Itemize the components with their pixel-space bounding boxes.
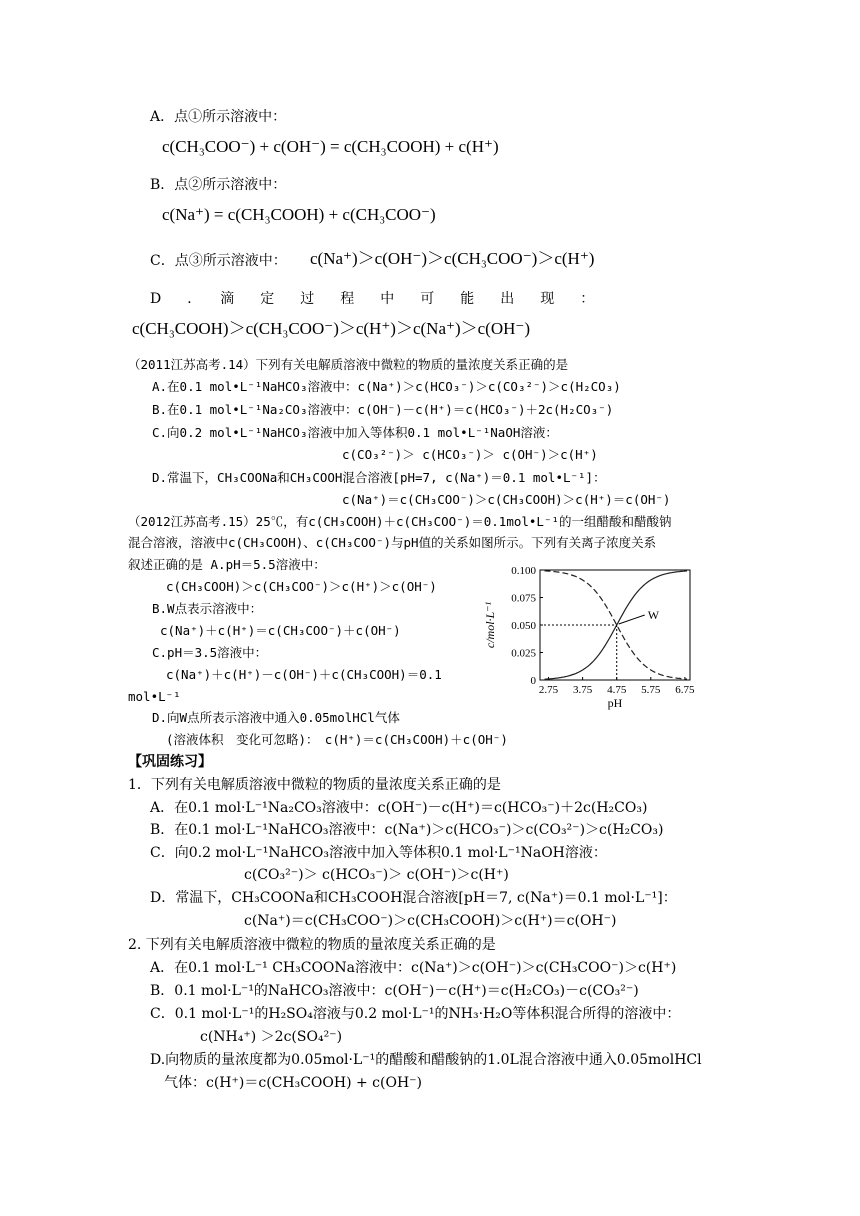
ex2-option-c-line1: C．0.1 mol·L⁻¹的H₂SO₄溶液与0.2 mol·L⁻¹的NH₃·H₂O等体积混合所得的溶液中：	[150, 1006, 681, 1022]
ex2-option-a: A．在0.1 mol·L⁻¹ CH₃COONa溶液中：c(Na⁺)＞c(OH⁻)＞c(CH₃COO⁻)＞c(H⁺)	[150, 960, 677, 976]
q2012-option-b-line2: c(Na⁺)＋c(H⁺)＝c(CH₃COO⁻)＋c(OH⁻)	[160, 623, 401, 638]
y-tick-label-3: 0.075	[511, 592, 536, 605]
ex1-option-a: A．在0.1 mol·L⁻¹Na₂CO₃溶液中：c(OH⁻)－c(H⁺)＝c(HCO₃⁻)＋2c(H₂CO₃)	[150, 800, 648, 816]
y-tick-label-1: 0.025	[511, 647, 536, 660]
option-c-formula: c(Na⁺)＞c(OH⁻)＞c(CH₃COO⁻)＞c(H⁺)	[310, 249, 595, 268]
q2012-option-a: c(CH₃COOH)＞c(CH₃COO⁻)＞c(H⁺)＞c(OH⁻)	[166, 579, 437, 594]
q2012-option-c-line1: C.pH＝3.5溶液中：	[152, 645, 268, 660]
x-tick-label-2: 4.75	[607, 684, 627, 696]
x-tick-label-4: 6.75	[675, 684, 695, 696]
q2011-option-a: A.在0.1 mol•L⁻¹NaHCO₃溶液中：c(Na⁺)＞c(HCO₃⁻)＞c(CO₃²⁻)＞c(H₂CO₃)	[152, 379, 621, 394]
w-label: W	[647, 608, 660, 622]
ex2-option-d-line2: 气体：c(H⁺)＝c(CH₃COOH) + c(OH⁻)	[164, 1075, 423, 1091]
option-b-formula: c(Na⁺) = c(CH₃COOH) + c(CH₃COO⁻)	[162, 205, 436, 224]
q2011-option-b: B.在0.1 mol•L⁻¹Na₂CO₃溶液中：c(OH⁻)－c(H⁺)＝c(HCO₃⁻)＋2c(H₂CO₃⁻)	[152, 402, 614, 417]
q2011-option-d-line1: D.常温下，CH₃COONa和CH₃COOH混合溶液[pH=7, c(Na⁺)＝0.1 mol•L⁻¹]：	[152, 470, 606, 485]
q2012-stem-line1: （2012江苏高考.15）25℃，有c(CH₃COOH)＋c(CH₃COO⁻)＝0.1mol•L⁻¹的一组醋酸和醋酸钠	[128, 514, 672, 529]
option-a-formula: c(CH₃COO⁻) + c(OH⁻) = c(CH₃COOH) + c(H⁺)	[162, 137, 499, 156]
ex1-option-d-line1: D．常温下，CH₃COONa和CH₃COOH混合溶液[pH＝7, c(Na⁺)＝0.1 mol·L⁻¹]：	[150, 890, 677, 906]
y-tick-label-4: 0.100	[511, 565, 536, 577]
option-b-label: B．点②所示溶液中：	[150, 177, 287, 193]
section-title: 【巩固练习】	[128, 754, 212, 770]
q2012-stem-line2: 混合溶液，溶液中c(CH₃COOH)、c(CH₃COO⁻)与pH值的关系如图所示。下列有关离子浓度关系	[128, 535, 657, 550]
ex1-option-d-line2: c(Na⁺)＝c(CH₃COO⁻)＞c(CH₃COOH)＞c(H⁺)＝c(OH⁻)	[244, 913, 617, 929]
x-tick-label-3: 5.75	[641, 684, 661, 696]
q2012-stem-line3: 叙述正确的是 A.pH＝5.5溶液中：	[128, 557, 326, 572]
ex1-option-c-line1: C．向0.2 mol·L⁻¹NaHCO₃溶液中加入等体积0.1 mol·L⁻¹NaOH溶液：	[150, 845, 607, 861]
option-d-label: D ． 滴 定 过 程 中 可 能 出 现 ：	[150, 291, 601, 307]
q2011-option-c-line1: C.向0.2 mol•L⁻¹NaHCO₃溶液中加入等体积0.1 mol•L⁻¹NaOH溶液：	[152, 425, 558, 440]
ex1-option-c-line2: c(CO₃²⁻)＞ c(HCO₃⁻)＞ c(OH⁻)＞c(H⁺)	[244, 867, 509, 883]
q2012-option-c-line3: mol•L⁻¹	[128, 689, 181, 704]
q2011-stem: （2011江苏高考.14）下列有关电解质溶液中微粒的物质的量浓度关系正确的是	[128, 357, 569, 372]
w-pointer	[619, 615, 645, 624]
ex2-option-c-line2: c(NH₄⁺) ＞2c(SO₄²⁻)	[200, 1029, 343, 1045]
q2012-option-d-line1: D.向W点所表示溶液中通入0.05molHCl气体	[152, 710, 400, 725]
x-tick-label-1: 3.75	[572, 684, 593, 696]
x-tick-label-0: 2.75	[538, 684, 559, 696]
q2012-option-b-line1: B.W点表示溶液中：	[152, 601, 263, 616]
ex2-stem: 2. 下列有关电解质溶液中微粒的物质的量浓度关系正确的是	[128, 937, 496, 953]
q2011-option-c-line2: c(CO₃²⁻)＞ c(HCO₃⁻)＞ c(OH⁻)＞c(H⁺)	[342, 447, 598, 462]
ex1-option-b: B．在0.1 mol·L⁻¹NaHCO₃溶液中：c(Na⁺)＞c(HCO₃⁻)＞c(CO₃²⁻)＞c(H₂CO₃)	[150, 822, 664, 838]
concentration-ph-chart	[478, 560, 708, 712]
y-tick-label-0: 0	[530, 675, 536, 687]
option-a-label: A．点①所示溶液中：	[150, 109, 287, 125]
option-c-label: C．点③所示溶液中：	[150, 253, 287, 269]
q2012-option-c-line2: c(Na⁺)＋c(H⁺)－c(OH⁻)＋c(CH₃COOH)＝0.1	[166, 667, 442, 682]
chart-frame	[540, 570, 690, 680]
option-d-formula: c(CH₃COOH)＞c(CH₃COO⁻)＞c(H⁺)＞c(Na⁺)＞c(OH⁻)	[132, 319, 531, 338]
y-axis-label: c/mol·L⁻¹	[483, 601, 497, 649]
x-axis-label: pH	[607, 696, 623, 710]
q2012-option-d-line2: (溶液体积 变化可忽略)： c(H⁺)＝c(CH₃COOH)＋c(OH⁻)	[166, 732, 508, 747]
y-tick-label-2: 0.050	[511, 620, 536, 632]
ex2-option-b: B．0.1 mol·L⁻¹的NaHCO₃溶液中：c(OH⁻)－c(H⁺)＝c(H₂CO₃)－c(CO₃²⁻)	[150, 983, 639, 999]
ex1-stem: 1．下列有关电解质溶液中微粒的物质的量浓度关系正确的是	[128, 777, 501, 793]
q2011-option-d-line2: c(Na⁺)＝c(CH₃COO⁻)＞c(CH₃COOH)＞c(H⁺)＝c(OH⁻)	[342, 492, 671, 507]
ex2-option-d-line1: D.向物质的量浓度都为0.05mol·L⁻¹的醋酸和醋酸钠的1.0L混合溶液中通入0.05molHCl	[150, 1052, 702, 1068]
